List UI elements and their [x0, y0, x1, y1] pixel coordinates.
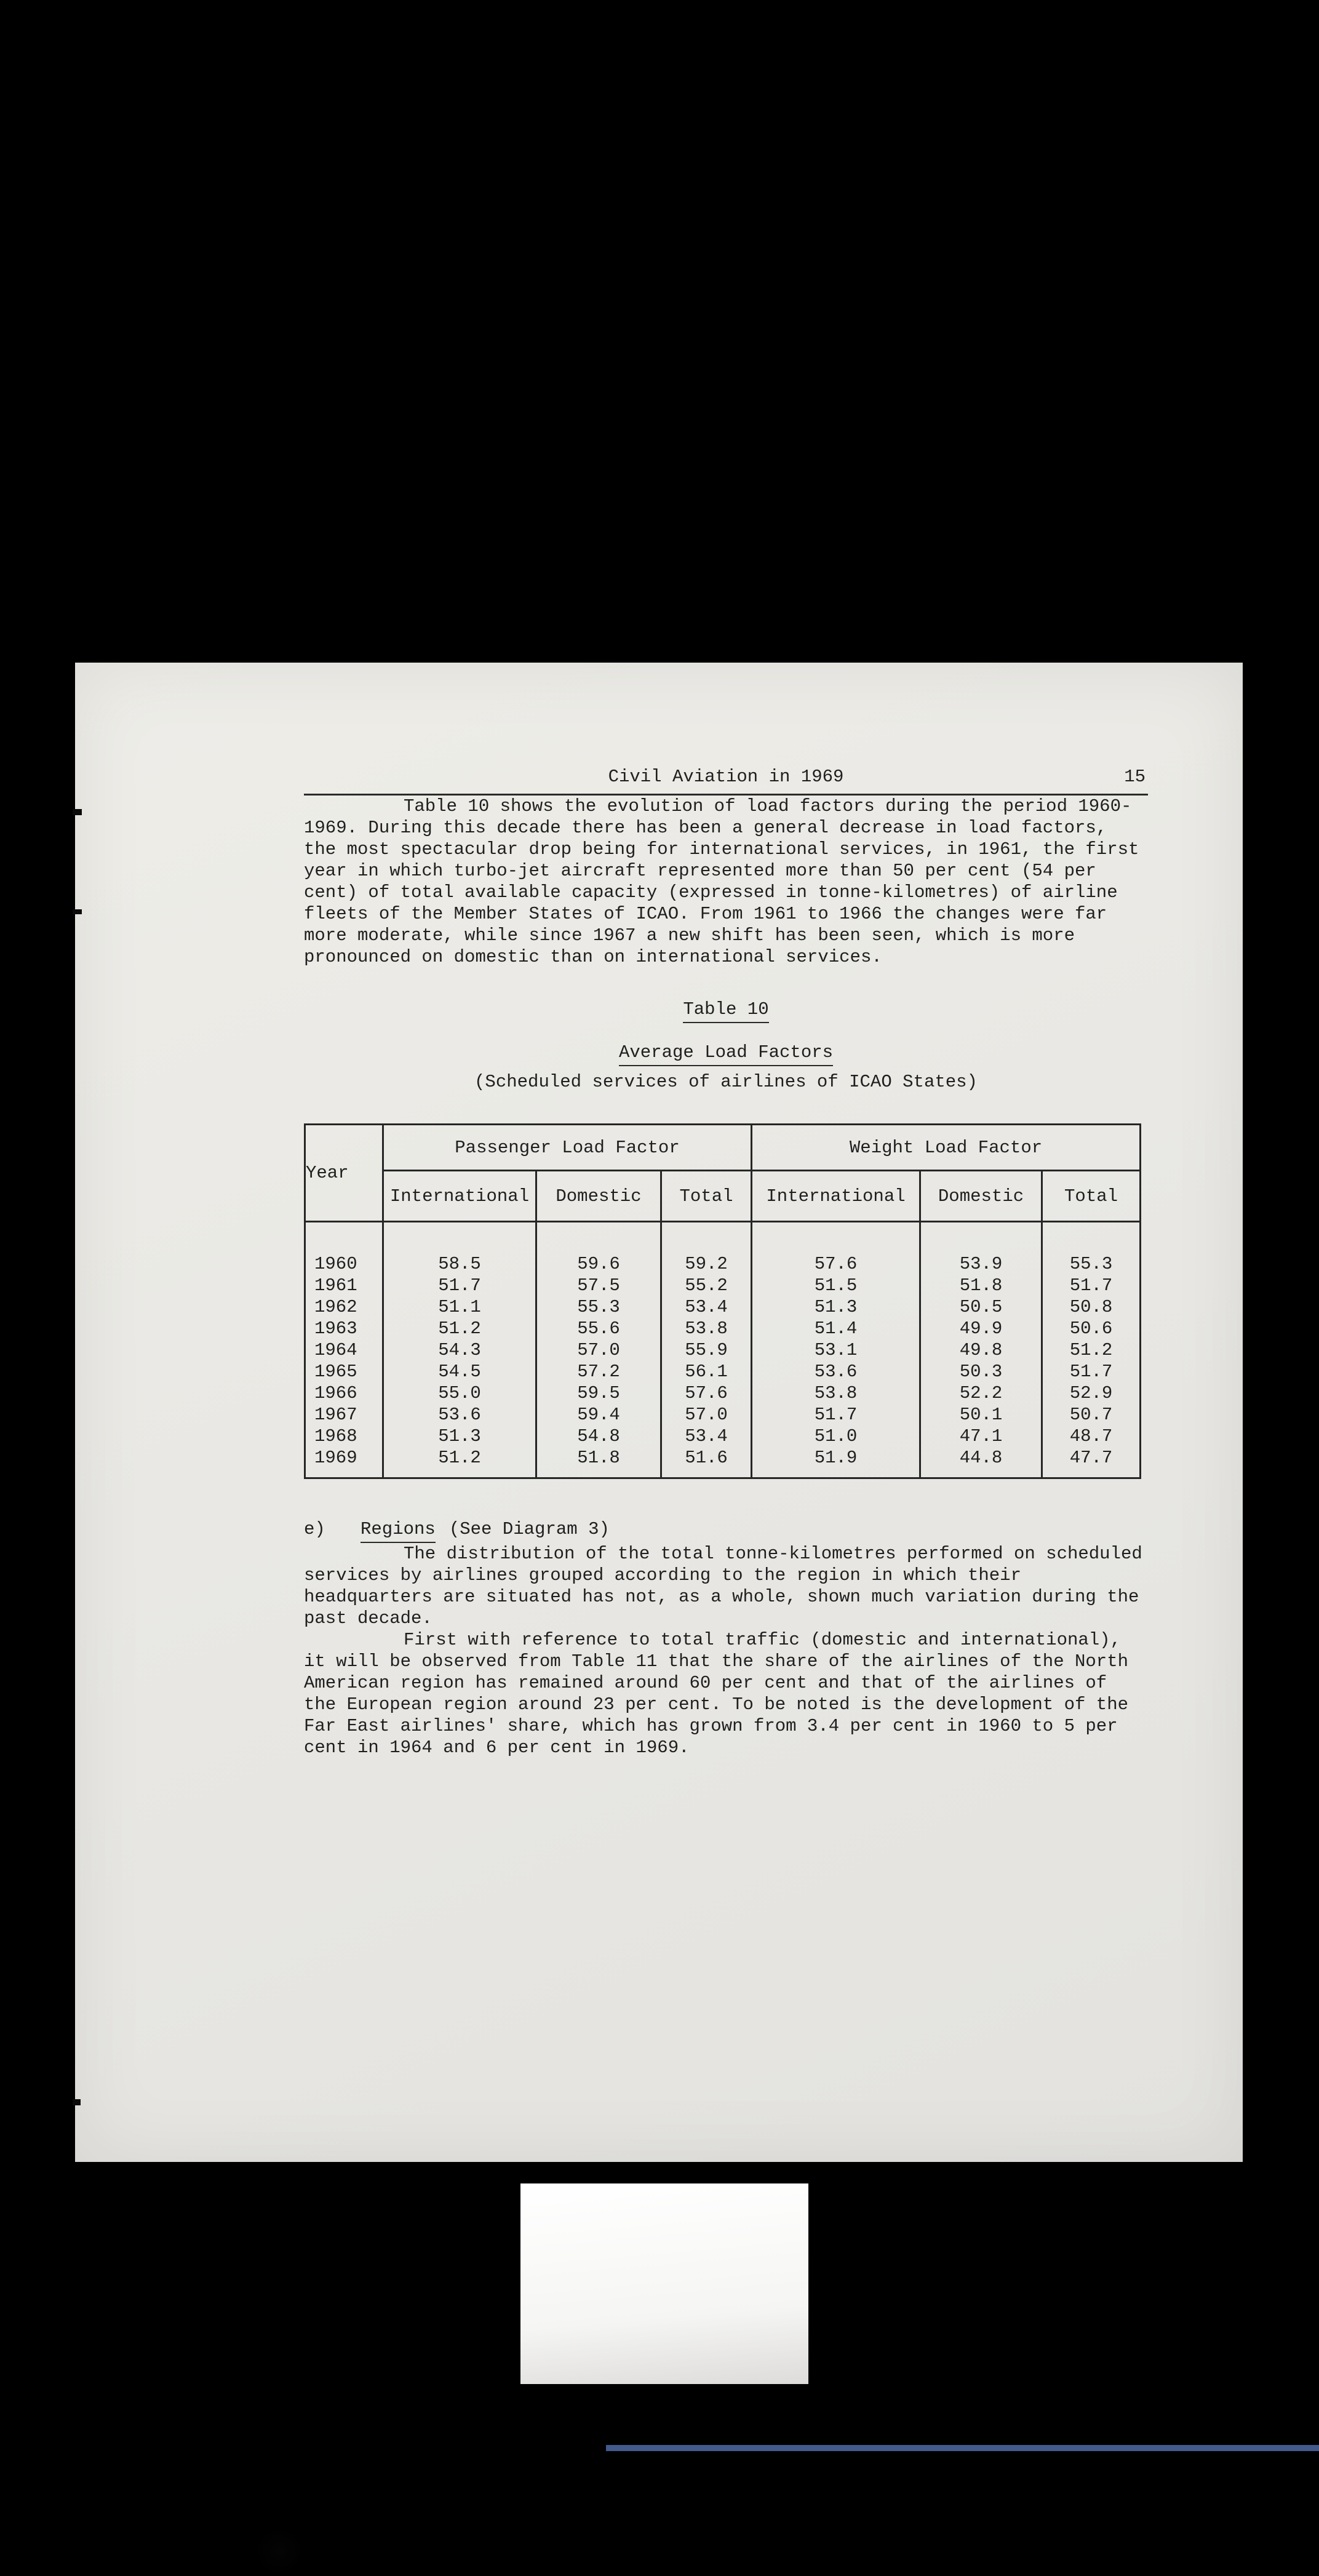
table-row — [305, 1382, 1141, 1404]
value-cell: 47.1 — [920, 1426, 1042, 1447]
column-header-passenger-total: Total — [661, 1171, 752, 1222]
year-cell: 1967 — [314, 1405, 357, 1425]
value-cell: 57.5 — [536, 1275, 661, 1296]
value-cell: 49.9 — [920, 1318, 1042, 1339]
page-content — [304, 766, 1148, 1758]
value-cell: 55.0 — [383, 1382, 536, 1404]
column-header-weight-total: Total — [1042, 1171, 1141, 1222]
value-cell: 50.6 — [1042, 1318, 1141, 1339]
regions-paragraph-2: First with reference to total traffic (domestic and international), it will be observed from Table 11 that the share of the airlines of the North American region has remained around 60 per cent and that of the airlines of the European region around 23 per cent. To be noted is the development of the Far East airlines' share, which has grown from 3.4 per cent in 1960 to 5 per cent in 1964 and 6 per cent in 1969. — [304, 1630, 1129, 1758]
table-row — [305, 1361, 1141, 1382]
spacer-row — [305, 1222, 1141, 1254]
table-row — [305, 1253, 1141, 1275]
value-cell: 51.7 — [1042, 1275, 1141, 1296]
value-cell: 58.5 — [383, 1253, 536, 1275]
year-cell: 1969 — [314, 1448, 357, 1468]
value-cell: 51.2 — [383, 1318, 536, 1339]
table-caption-label-row — [304, 999, 1148, 1023]
column-header-row — [305, 1171, 1141, 1222]
table-row — [305, 1339, 1141, 1361]
table-row — [305, 1426, 1141, 1447]
value-cell: 51.7 — [383, 1275, 536, 1296]
table-caption-title-row — [304, 1042, 1148, 1066]
value-cell: 53.6 — [383, 1404, 536, 1426]
scan-smudge — [255, 2527, 304, 2576]
value-cell: 57.2 — [536, 1361, 661, 1382]
table-caption-label: Table 10 — [683, 999, 768, 1023]
section-e-heading-row — [304, 1518, 1148, 1543]
running-header — [304, 766, 1148, 796]
value-cell: 51.9 — [752, 1447, 920, 1469]
section-e-note: (See Diagram 3) — [448, 1519, 610, 1539]
group-header-row — [305, 1125, 1141, 1171]
value-cell: 54.3 — [383, 1339, 536, 1361]
value-cell: 51.1 — [383, 1296, 536, 1318]
bottom-spacer-row — [305, 1469, 1141, 1478]
value-cell: 52.9 — [1042, 1382, 1141, 1404]
value-cell: 55.9 — [661, 1339, 752, 1361]
value-cell: 55.6 — [536, 1318, 661, 1339]
scan-artifact — [73, 809, 82, 815]
load-factors-table-body — [305, 1222, 1141, 1478]
table-row — [305, 1296, 1141, 1318]
value-cell: 53.8 — [661, 1318, 752, 1339]
page-number: 15 — [1124, 767, 1146, 787]
table-caption-title: Average Load Factors — [619, 1042, 833, 1066]
column-header-weight-international: International — [752, 1171, 920, 1222]
scanner-edge-strip — [606, 2445, 1319, 2451]
table-row — [305, 1404, 1141, 1426]
table-caption-subtitle-row — [304, 1071, 1148, 1093]
value-cell: 53.4 — [661, 1426, 752, 1447]
value-cell: 50.1 — [920, 1404, 1042, 1426]
section-e-marker: e) — [304, 1519, 325, 1539]
value-cell: 59.6 — [536, 1253, 661, 1275]
column-header-passenger-international: International — [383, 1171, 536, 1222]
value-cell: 50.7 — [1042, 1404, 1141, 1426]
value-cell: 51.2 — [1042, 1339, 1141, 1361]
group-header-weight: Weight Load Factor — [752, 1125, 1141, 1171]
value-cell: 56.1 — [661, 1361, 752, 1382]
intro-paragraph: Table 10 shows the evolution of load factors during the period 1960-1969. During this decade there has been a general decrease in load factors, the most spectacular drop being for international services, in 1961, the first year in which turbo-jet aircraft represented more than 50 per cent (54 per cent) of total available capacity (expressed in tonne-kilometres) of airline fleets of the Member States of ICAO. From 1961 to 1966 the changes were far more moderate, while since 1967 a new shift has been seen, which is more pronounced on domestic than on international services. — [304, 796, 1139, 967]
value-cell: 51.8 — [920, 1275, 1042, 1296]
value-cell: 54.5 — [383, 1361, 536, 1382]
value-cell: 57.6 — [661, 1382, 752, 1404]
table-row — [305, 1318, 1141, 1339]
value-cell: 51.4 — [752, 1318, 920, 1339]
value-cell: 51.6 — [661, 1447, 752, 1469]
value-cell: 51.7 — [1042, 1361, 1141, 1382]
year-cell: 1960 — [314, 1254, 357, 1274]
value-cell: 51.2 — [383, 1447, 536, 1469]
scan-artifact — [73, 2099, 81, 2105]
value-cell: 59.5 — [536, 1382, 661, 1404]
section-e-heading: Regions — [361, 1518, 436, 1543]
column-header-passenger-domestic: Domestic — [536, 1171, 661, 1222]
table-caption-subtitle: (Scheduled services of airlines of ICAO States) — [474, 1072, 978, 1092]
load-factors-table — [304, 1123, 1141, 1479]
value-cell: 49.8 — [920, 1339, 1042, 1361]
value-cell: 53.8 — [752, 1382, 920, 1404]
value-cell: 48.7 — [1042, 1426, 1141, 1447]
value-cell: 51.3 — [752, 1296, 920, 1318]
value-cell: 50.3 — [920, 1361, 1042, 1382]
table-row — [305, 1275, 1141, 1296]
value-cell: 50.5 — [920, 1296, 1042, 1318]
year-cell: 1966 — [314, 1383, 357, 1403]
value-cell: 53.1 — [752, 1339, 920, 1361]
year-cell: 1961 — [314, 1275, 357, 1296]
year-cell: 1965 — [314, 1362, 357, 1382]
value-cell: 51.3 — [383, 1426, 536, 1447]
value-cell: 53.9 — [920, 1253, 1042, 1275]
value-cell: 55.3 — [536, 1296, 661, 1318]
value-cell: 50.8 — [1042, 1296, 1141, 1318]
value-cell: 51.0 — [752, 1426, 920, 1447]
value-cell: 51.7 — [752, 1404, 920, 1426]
value-cell: 57.0 — [536, 1339, 661, 1361]
value-cell: 57.6 — [752, 1253, 920, 1275]
year-cell: 1964 — [314, 1340, 357, 1360]
value-cell: 53.4 — [661, 1296, 752, 1318]
year-cell: 1963 — [314, 1318, 357, 1339]
value-cell: 59.4 — [536, 1404, 661, 1426]
group-header-passenger: Passenger Load Factor — [383, 1125, 752, 1171]
page-title: Civil Aviation in 1969 — [608, 767, 844, 787]
scan-page — [75, 663, 1243, 2162]
value-cell: 53.6 — [752, 1361, 920, 1382]
value-cell: 51.5 — [752, 1275, 920, 1296]
value-cell: 47.7 — [1042, 1447, 1141, 1469]
column-header-weight-domestic: Domestic — [920, 1171, 1042, 1222]
regions-paragraph-1: The distribution of the total tonne-kilometres performed on scheduled services by airlines grouped according to the region in which their headquarters are situated has not, as a whole, shown much variation during the past decade. — [304, 1544, 1142, 1629]
value-cell: 52.2 — [920, 1382, 1042, 1404]
value-cell: 59.2 — [661, 1253, 752, 1275]
scan-artifact — [73, 909, 82, 914]
value-cell: 51.8 — [536, 1447, 661, 1469]
value-cell: 57.0 — [661, 1404, 752, 1426]
value-cell: 54.8 — [536, 1426, 661, 1447]
table-row — [305, 1447, 1141, 1469]
year-cell: 1968 — [314, 1426, 357, 1446]
value-cell: 44.8 — [920, 1447, 1042, 1469]
year-header-cell: Year — [305, 1125, 383, 1222]
film-label-card — [520, 2183, 808, 2384]
value-cell: 55.2 — [661, 1275, 752, 1296]
value-cell: 55.3 — [1042, 1253, 1141, 1275]
year-cell: 1962 — [314, 1297, 357, 1317]
